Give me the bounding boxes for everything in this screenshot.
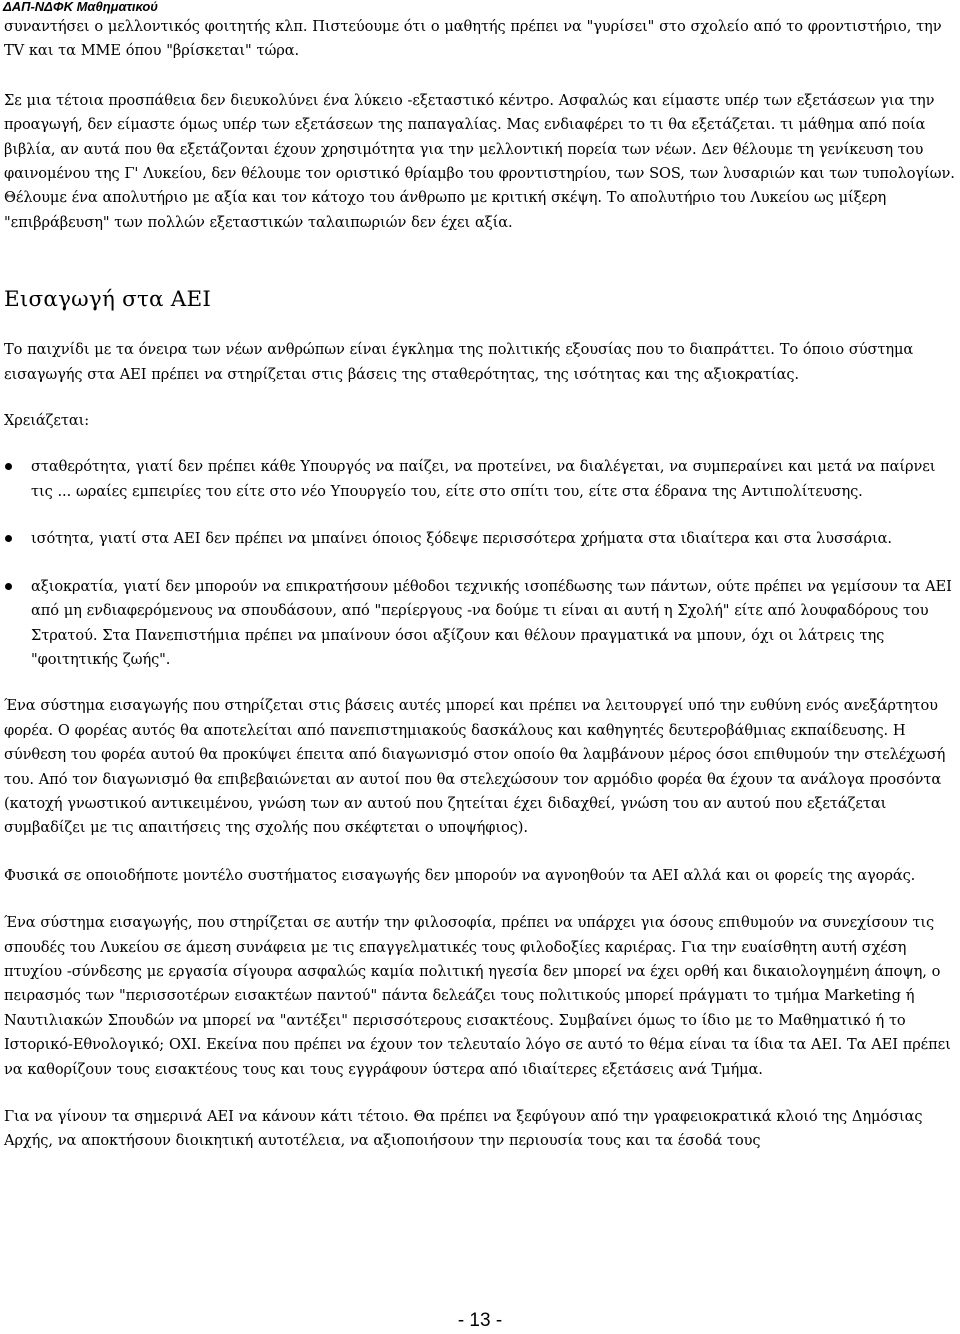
- paragraph-play: Το παιχνίδι με τα όνειρα των νέων ανθρώπων είναι έγκλημα της πολιτικής εξουσίας που το διαπράττει. Το όποιο σύστημα εισαγωγής στα ΑΕΙ πρέπει να στηρίζεται στις βάσεις της σταθερότητας, της ισότητας και της αξιοκρατίας.: [4, 341, 914, 383]
- list-item: [4, 575, 956, 673]
- document-header-title: ΔΑΠ-ΝΔΦΚ Μαθηματικού: [3, 0, 158, 14]
- paragraph-system: Ένα σύστημα εισαγωγής που στηρίζεται στις βάσεις αυτές μπορεί και πρέπει να λειτουργεί υπό την ευθύνη ενός ανεξάρτητου φορέα. Ο φορέας αυτός θα αποτελείται από πανεπιστημιακούς δασκάλους και καθηγητές δευτεροβάθμιας εκπαίδευσης. Η σύνθεση του φορέα αυτού θα προκύψει έπειτα από διαγωνισμό στον οποίο θα λαμβάνουν μέρος όσοι επιθυμούν την στελέχωσή του. Από τον διαγωνισμό θα επιβεβαιώνεται αν αυτοί που θα στελεχώσουν τον αρμόδιο φορέα θα έχουν τα ανάλογα προσόντα (κατοχή γνωστικού αντικειμένου, γνώση των αν αυτού που ζητείται έχει διδαχθεί, γνώση του αν αυτού που εξετάζεται συμβαδίζει με τις απαιτήσεις της σχολής που σκέφτεται ο υποψήφιος).: [4, 697, 946, 837]
- needs-list: [4, 455, 956, 672]
- paragraph-lyceum: Σε μια τέτοια προσπάθεια δεν διευκολύνει ένα λύκειο -εξεταστικό κέντρο. Ασφαλώς και είμαστε υπέρ των εξετάσεων για την προαγωγή, δεν είμαστε όμως υπέρ των εξετάσεων της παπαγαλίας. Μας ενδιαφέρει το τι θα εξετάζεται. τι μάθημα από ποία βιβλία, αν αυτά που θα εξετάζονται έχουν χρησιμότητα για την μελλοντική πορεία των νέων. Δεν θέλουμε τη γενίκευση του φαινομένου της Γ' Λυκείου, δεν θέλουμε τον οριστικό θρίαμβο του φροντιστηρίου, των SOS, των λυσαριών και των τυπολογίων. Θέλουμε ένα απολυτήριο με αξία και τον κάτοχο του άνθρωπο με κριτική σκέψη. Το απολυτήριο του Λυκείου ως μίξερη "επιβράβευση" των πολλών εξεταστικών ταλαιπωριών δεν έχει αξία.: [4, 91, 955, 231]
- page-body: [4, 15, 956, 1154]
- page-number: - 13 -: [457, 1310, 503, 1331]
- section-heading: Εισαγωγή στα ΑΕΙ: [4, 287, 212, 313]
- paragraph-admin: Για να γίνουν τα σημερινά ΑΕΙ να κάνουν κάτι τέτοιο. Θα πρέπει να ξεφύγουν από την γραφειοκρατικά κλοιό της Δημόσιας Αρχής, να αποκτήσουν διοικητική αυτοτέλεια, να αξιοποιήσουν την περιουσία τους και τα έσοδά τους: [4, 1108, 923, 1150]
- list-item-text: αξιοκρατία, γιατί δεν μπορούν να επικρατήσουν μέθοδοι τεχνικής ισοπέδωσης των πάντων, ούτε πρέπει να γεμίσουν τα ΑΕΙ από μη ενδιαφερόμενους να σπουδάσουν, από "περίεργους -να δούμε τι είναι αι αυτή η Σχολή" είτε από λουφαδόρους του Στρατού. Στα Πανεπιστήμια πρέπει να μπαίνουν όσοι αξίζουν και θέλουν πραγματικά να μπουν, όχι οι λάτρεις της "φοιτητικής ζωής".: [31, 577, 952, 668]
- list-item: [4, 455, 956, 504]
- paragraph-lycee2: Ένα σύστημα εισαγωγής, που στηρίζεται σε αυτήν την φιλοσοφία, πρέπει να υπάρχει για όσους επιθυμούν να συνεχίσουν τις σπουδές του Λυκείου σε άμεση συνάφεια με τις επαγγελματικές τους φιλοδοξίες καριέρας. Για την ευαίσθητη αυτή σχέση πτυχίου -σύνδεσης με εργασία σίγουρα ασφαλώς καμία πολιτική ηγεσία δεν μπορεί να έχει ορθή και δικαιολογημένη άποψη, ο πειρασμός των "περισσοτέρων εισακτέων παντού" πάντα δελεάζει τους πολιτικούς μπορεί πράγματι το τμήμα Marketing ή Ναυτιλιακών Σπουδών να μπορεί να "αντέξει" περισσότερους εισακτέους. Συμβαίνει όμως το ίδιο με το Μαθηματικό ή το Ιστορικό-Εθνολογικό; ΟΧΙ. Εκείνα που πρέπει να έχουν τον τελευταίο λόγο σε αυτό το θέμα είναι τα ίδια τα ΑΕΙ. Τα ΑΕΙ πρέπει να καθορίζουν τους εισακτέους τους και τους εγγράφουν ύστερα από ιδιαίτερες εξετάσεις ανά Τμήμα.: [4, 914, 951, 1078]
- list-item-text: ισότητα, γιατί στα ΑΕΙ δεν πρέπει να μπαίνει όποιος ξόδεψε περισσότερα χρήματα στα ιδιαίτερα και στα λυσσάρια.: [31, 530, 892, 548]
- list-item-text: σταθερότητα, γιατί δεν πρέπει κάθε Υπουργός να παίζει, να προτείνει, να διαλέγεται, να συμπεραίνει και μετά να παίρνει τις ... ωραίες εμπειρίες του είτε στο νέο Υπουργείο του, είτε στο σπίτι του, είτε στα έδρανα της Αντιπολίτευσης.: [31, 458, 936, 500]
- list-item: [4, 527, 956, 551]
- bullet-icon: [5, 583, 12, 590]
- paragraph-needs: Χρειάζεται:: [4, 412, 90, 430]
- paragraph-anyway: Φυσικά σε οποιοδήποτε μοντέλο συστήματος εισαγωγής δεν μπορούν να αγνοηθούν τα ΑΕΙ αλλά και οι φορείς της αγοράς.: [4, 866, 916, 884]
- paragraph-intro: συναντήσει ο μελλοντικός φοιτητής κλπ. Πιστεύουμε ότι ο μαθητής πρέπει να "γυρίσει" στο σχολείο από το φροντιστήριο, την TV και τα ΜΜΕ όπου "βρίσκεται" τώρα.: [4, 18, 942, 60]
- bullet-icon: [5, 535, 12, 542]
- bullet-icon: [5, 463, 12, 470]
